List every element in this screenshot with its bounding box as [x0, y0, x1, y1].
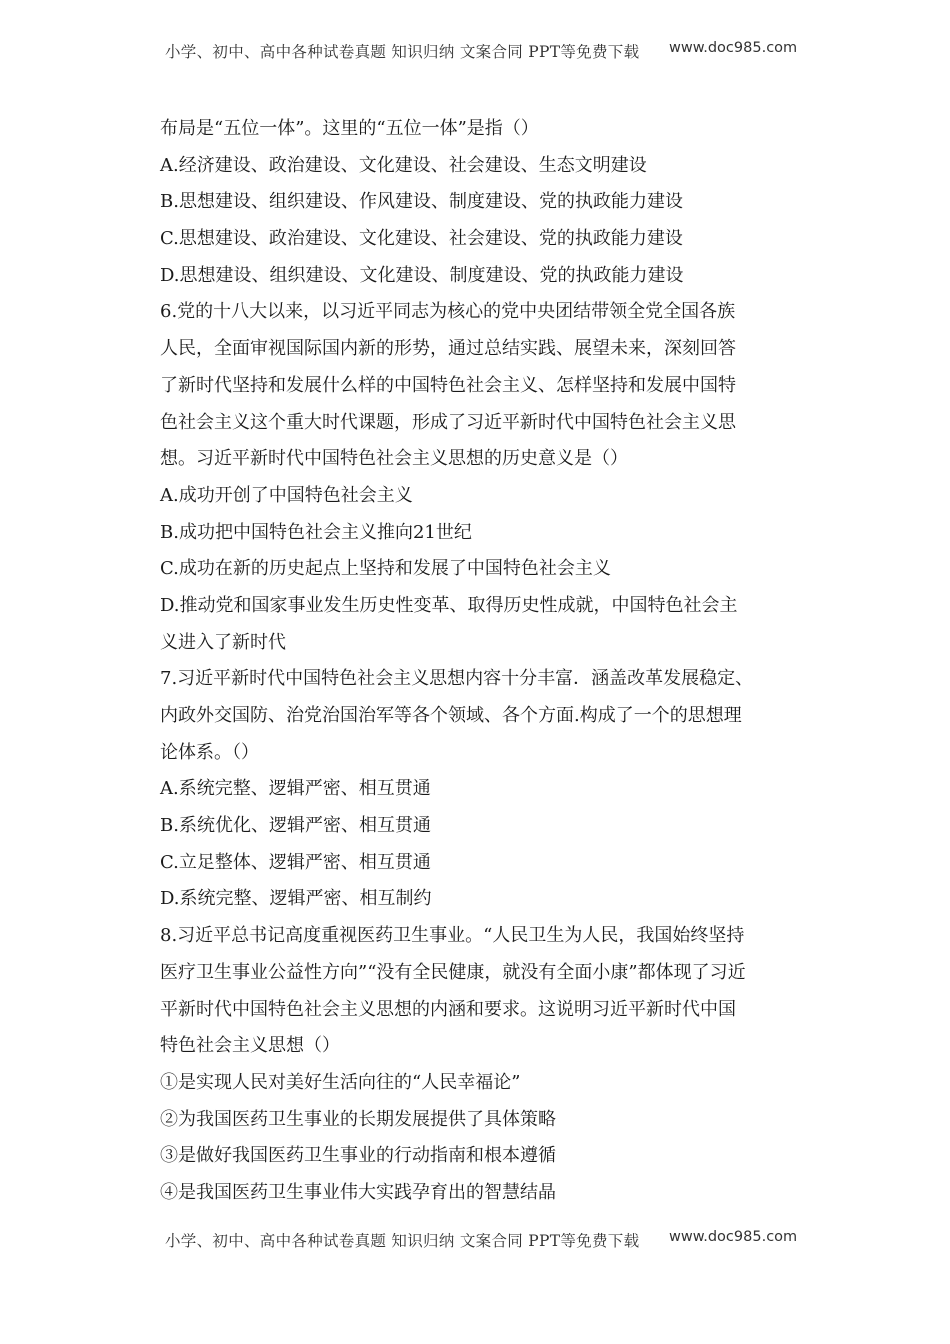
text-line: 论体系。（）	[160, 741, 259, 763]
statement-line: ①是实现人民对美好生活向往的“人民幸福论”	[160, 1071, 521, 1093]
footer-url[interactable]: www.doc985.com	[669, 1229, 798, 1245]
text-line: 医疗卫生事业公益性方向”“没有全民健康，就没有全面小康”都体现了习近	[160, 961, 746, 983]
option-line: A.系统完整、逻辑严密、相互贯通	[160, 778, 431, 800]
text-line: 平新时代中国特色社会主义思想的内涵和要求。这说明习近平新时代中国	[160, 998, 736, 1020]
text-line: 内政外交国防、治党治国治军等各个领域、各个方面.构成了一个的思想理	[160, 705, 742, 726]
header-url[interactable]: www.doc985.com	[669, 40, 798, 56]
option-line: C.思想建设、政治建设、文化建设、社会建设、党的执政能力建设	[160, 228, 683, 250]
question-7-text: 7.习近平新时代中国特色社会主义思想内容十分丰富．涵盖改革发展稳定、	[160, 668, 754, 690]
text-line: 布局是“五位一体”。这里的“五位一体”是指（）	[160, 118, 539, 139]
statement-line: ③是做好我国医药卫生事业的行动指南和根本遵循	[160, 1145, 556, 1167]
text-line: 义进入了新时代	[160, 631, 286, 653]
statement-line: ④是我国医药卫生事业伟大实践孕育出的智慧结晶	[160, 1181, 556, 1203]
option-line: C.成功在新的历史起点上坚持和发展了中国特色社会主义	[160, 558, 611, 580]
header-text: 小学、初中、高中各种试卷真题 知识归纳 文案合同 PPT等免费下载	[165, 43, 640, 61]
option-line: C.立足整体、逻辑严密、相互贯通	[160, 851, 431, 873]
option-line: D.系统完整、逻辑严密、相互制约	[160, 888, 432, 910]
option-line: B.成功把中国特色社会主义推向21世纪	[160, 521, 472, 543]
text-line: 特色社会主义思想（）	[160, 1035, 340, 1057]
question-8-text: 8.习近平总书记高度重视医药卫生事业。“人民卫生为人民，我国始终坚持	[160, 925, 745, 947]
text-line: 想。习近平新时代中国特色社会主义思想的历史意义是（）	[160, 448, 628, 470]
question-6-text: 6.党的十八大以来，以习近平同志为核心的党中央团结带领全党全国各族	[160, 301, 736, 323]
question-content	[160, 111, 800, 1212]
option-line: B.思想建设、组织建设、作风建设、制度建设、党的执政能力建设	[160, 191, 683, 213]
text-line: 色社会主义这个重大时代课题，形成了习近平新时代中国特色社会主义思	[160, 411, 736, 433]
footer-text: 小学、初中、高中各种试卷真题 知识归纳 文案合同 PPT等免费下载	[165, 1232, 640, 1250]
option-line: D.思想建设、组织建设、文化建设、制度建设、党的执政能力建设	[160, 264, 684, 286]
statement-line: ②为我国医药卫生事业的长期发展提供了具体策略	[160, 1108, 556, 1130]
option-line: A.经济建设、政治建设、文化建设、社会建设、生态文明建设	[160, 154, 647, 176]
text-line: 了新时代坚持和发展什么样的中国特色社会主义、怎样坚持和发展中国特	[160, 374, 736, 396]
text-line: 人民，全面审视国际国内新的形势，通过总结实践、展望未来，深刻回答	[160, 338, 736, 360]
option-line: B.系统优化、逻辑严密、相互贯通	[160, 815, 431, 837]
option-line: A.成功开创了中国特色社会主义	[160, 484, 413, 506]
option-line: D.推动党和国家事业发生历史性变革、取得历史性成就，中国特色社会主	[160, 594, 738, 616]
